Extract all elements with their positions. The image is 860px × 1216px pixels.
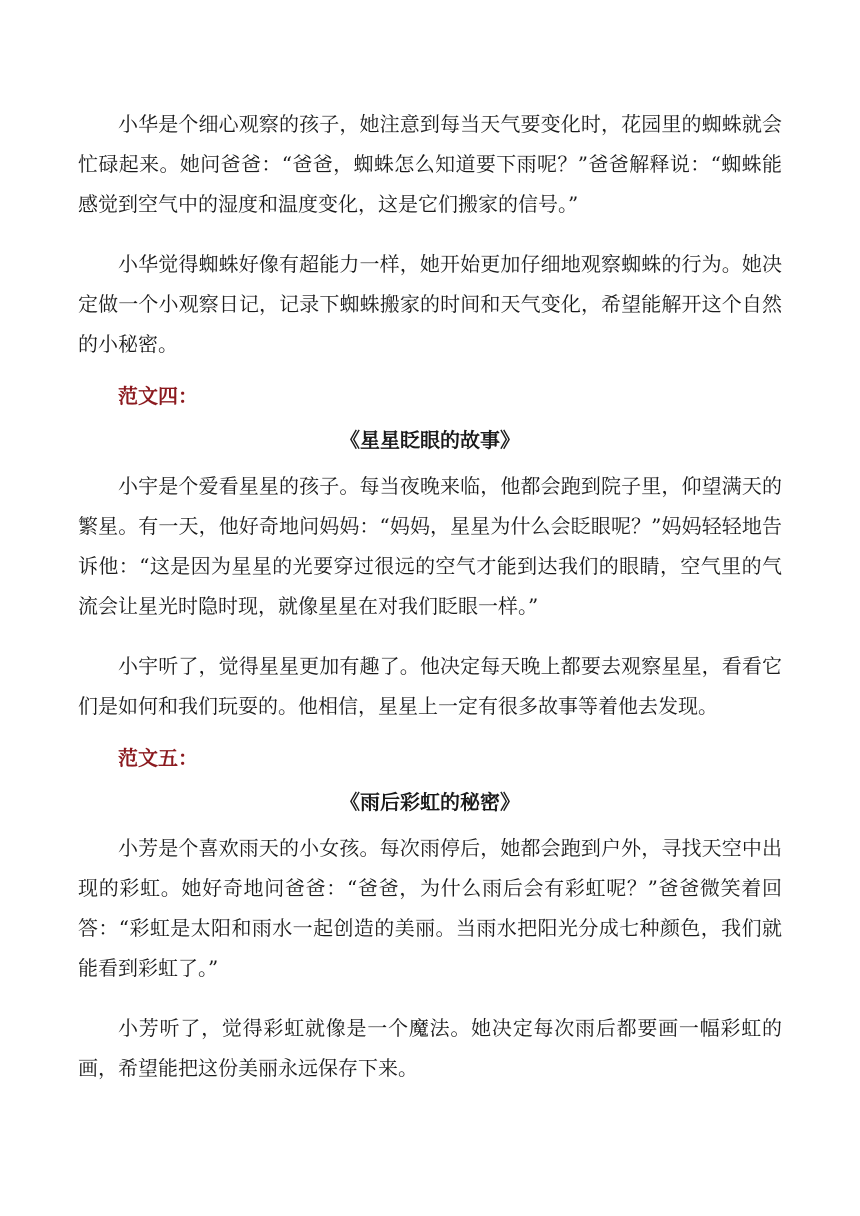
paragraph: 小华觉得蜘蛛好像有超能力一样，她开始更加仔细地观察蜘蛛的行为。她决定做一个小观察日记，记录下蜘蛛搬家的时间和天气变化，希望能解开这个自然的小秘密。 [78,252,782,356]
paragraph: 小芳听了，觉得彩虹就像是一个魔法。她决定每次雨后都要画一幅彩虹的画，希望能把这份美丽永远保存下来。 [78,1016,782,1080]
section-body-4b [78,646,782,726]
section-title-4 [78,420,782,460]
section-heading-4 [78,376,782,416]
section-intro-cont [78,244,782,364]
paragraph: 小芳是个喜欢雨天的小女孩。每次雨停后，她都会跑到户外，寻找天空中出现的彩虹。她好奇地问爸爸：“爸爸，为什么雨后会有彩虹呢？”爸爸微笑着回答：“彩虹是太阳和雨水一起创造的美丽。当雨水把阳光分成七种颜色，我们就能看到彩虹了。” [78,836,782,980]
story-title: 《雨后彩虹的秘密》 [340,790,520,814]
story-title: 《星星眨眼的故事》 [340,428,520,452]
paragraph: 小华是个细心观察的孩子，她注意到每当天气要变化时，花园里的蜘蛛就会忙碌起来。她问爸爸：“爸爸，蜘蛛怎么知道要下雨呢？”爸爸解释说：“蜘蛛能感觉到空气中的湿度和温度变化，这是它们搬家的信号。” [78,112,782,216]
section-heading-5 [78,738,782,778]
paragraph: 小宇是个爱看星星的孩子。每当夜晚来临，他都会跑到院子里，仰望满天的繁星。有一天，他好奇地问妈妈：“妈妈，星星为什么会眨眼呢？”妈妈轻轻地告诉他：“这是因为星星的光要穿过很远的空气才能到达我们的眼睛，空气里的气流会让星光时隐时现，就像星星在对我们眨眼一样。” [78,474,782,618]
section-body-5b [78,1008,782,1088]
sample-heading: 范文四： [118,384,198,408]
sample-heading: 范文五： [118,746,198,770]
section-body-5a [78,828,782,988]
section-title-5 [78,782,782,822]
paragraph: 小宇听了，觉得星星更加有趣了。他决定每天晚上都要去观察星星，看看它们是如何和我们玩耍的。他相信，星星上一定有很多故事等着他去发现。 [78,654,782,718]
section-intro [78,104,782,224]
section-body-4a [78,466,782,626]
